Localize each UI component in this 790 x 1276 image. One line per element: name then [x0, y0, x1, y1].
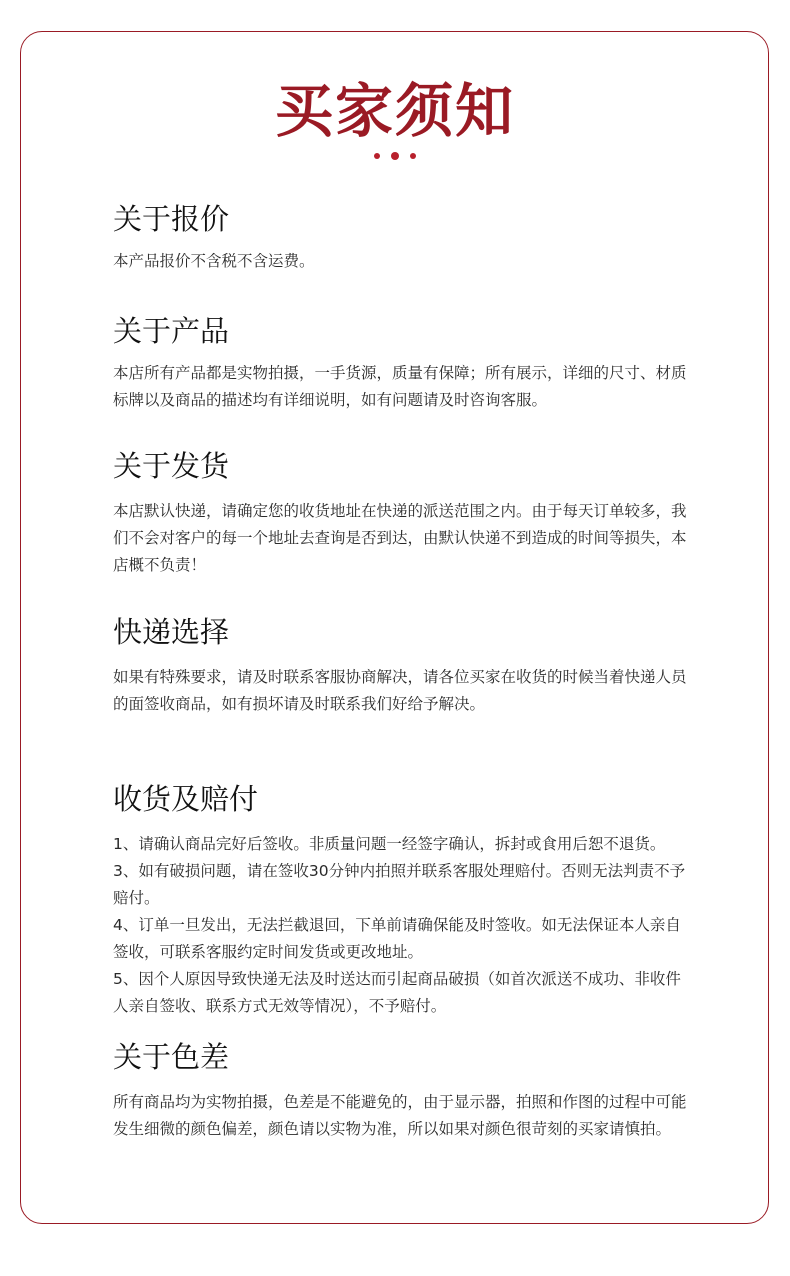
divider-dot-right [410, 153, 416, 159]
compensation-list [113, 831, 688, 1020]
divider-dot-center [391, 152, 399, 160]
section-heading: 关于产品 [113, 314, 230, 348]
section-heading: 收货及赔付 [113, 782, 259, 816]
section-heading: 快递选择 [113, 615, 230, 649]
section-heading: 关于色差 [113, 1040, 230, 1074]
list-item: 3、如有破损问题，请在签收30分钟内拍照并联系客服处理赔付。否则无法判责不予赔付。 [113, 862, 686, 907]
list-item: 1、请确认商品完好后签收。非质量问题一经签字确认，拆封或食用后恕不退货。 [113, 835, 666, 853]
section-body: 本店所有产品都是实物拍摄，一手货源，质量有保障；所有展示，详细的尺寸、材质标牌以及商品的描述均有详细说明，如有问题请及时咨询客服。 [113, 364, 687, 409]
section-heading: 关于发货 [113, 449, 230, 483]
section-body: 本店默认快递，请确定您的收货地址在快递的派送范围之内。由于每天订单较多，我们不会对客户的每一个地址去查询是否到达，由默认快递不到造成的时间等损失，本店概不负责！ [113, 502, 687, 574]
section-shipping [113, 446, 688, 579]
list-item: 5、因个人原因导致快递无法及时送达而引起商品破损（如首次派送不成功、非收件人亲自签收、联系方式无效等情况），不予赔付。 [113, 970, 681, 1015]
section-body: 所有商品均为实物拍摄，色差是不能避免的，由于显示器，拍照和作图的过程中可能发生细微的颜色偏差，颜色请以实物为准，所以如果对颜色很苛刻的买家请慎拍。 [113, 1093, 687, 1138]
section-product [113, 311, 688, 414]
section-body: 本产品报价不含税不含运费。 [113, 252, 315, 270]
section-courier-choice [113, 612, 688, 718]
section-color-difference [113, 1037, 688, 1143]
list-item: 4、订单一旦发出，无法拦截退回，下单前请确保能及时签收。如无法保证本人亲自签收，可联系客服约定时间发货或更改地址。 [113, 916, 681, 961]
page-title: 买家须知 [274, 77, 515, 145]
title-divider-dots [374, 151, 416, 161]
section-receipt-compensation [113, 779, 688, 1020]
section-pricing [113, 199, 688, 275]
divider-dot-left [374, 153, 380, 159]
section-heading: 关于报价 [113, 202, 230, 236]
section-body: 如果有特殊要求，请及时联系客服协商解决，请各位买家在收货的时候当着快递人员的面签收商品，如有损坏请及时联系我们好给予解决。 [113, 668, 687, 713]
